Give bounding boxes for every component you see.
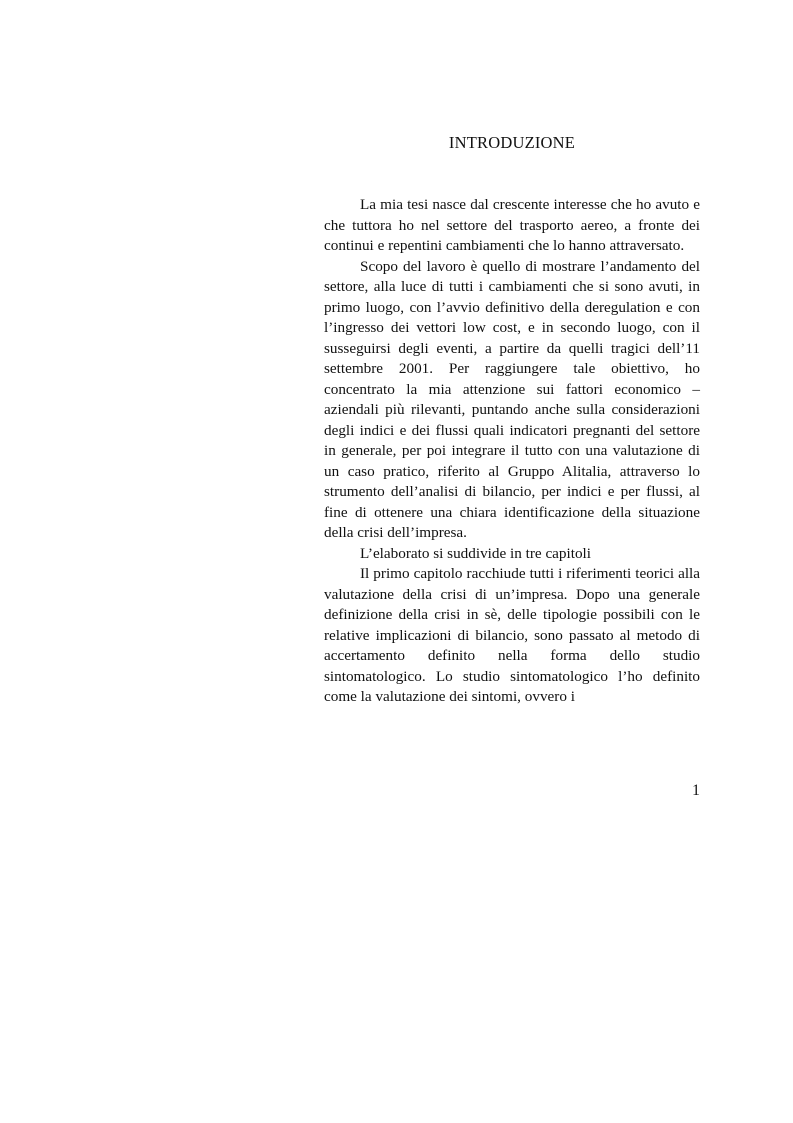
paragraph-scope: Scopo del lavoro è quello di mostrare l’andamento del settore, alla luce di tutti i cambiamenti che si sono avuti, in primo luogo, con l’avvio definitivo della deregulation e con l’ingresso dei vettori low cost, e in secondo luogo, con il susseguirsi degli eventi, a partire da quelli tragici dell’11 settembre 2001. Per raggiungere tale obiettivo, ho concentrato la mia attenzione sui fattori economico – aziendali più rilevanti, puntando anche sulla considerazioni degli indici e dei flussi quali indicatori pregnanti del settore in generale, per poi integrare il tutto con una valutazione di un caso pratico, riferito al Gruppo Alitalia, attraverso lo strumento dell’analisi di bilancio, per indici e per flussi, al fine di ottenere una chiara identificazione della situazione della crisi dell’impresa. xyxy=(324,257,700,541)
page-title: INTRODUZIONE xyxy=(448,133,576,152)
page-number: 1 xyxy=(692,782,700,799)
paragraph-intro: La mia tesi nasce dal crescente interesse che ho avuto e che tuttora ho nel settore del trasporto aereo, a fronte dei continui e repentini cambiamenti che lo hanno attraversato. xyxy=(324,196,700,254)
body-text xyxy=(324,195,700,708)
paragraph-structure: L’elaborato si suddivide in tre capitoli xyxy=(360,544,591,562)
paragraph-chapter-one: Il primo capitolo racchiude tutti i riferimenti teorici alla valutazione della crisi di un’impresa. Dopo una generale definizione della crisi in sè, delle tipologie possibili con le relative implicazioni di bilancio, sono passato al metodo di accertamento definito nella forma dello studio sintomatologico. Lo studio sintomatologico l’ho definito come la valutazione dei sintomi, ovvero i xyxy=(324,565,700,705)
